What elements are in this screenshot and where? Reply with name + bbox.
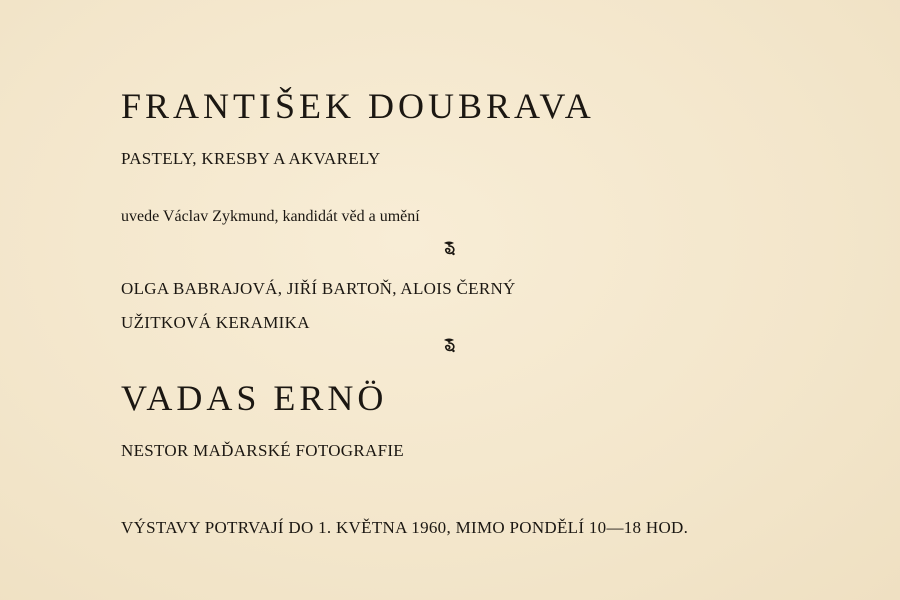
artist-name-vadas: VADAS ERNÖ bbox=[121, 378, 388, 418]
artist-name-doubrava: FRANTIŠEK DOUBRAVA bbox=[121, 86, 595, 126]
media-subtitle: PASTELY, KRESBY A AKVARELY bbox=[121, 149, 381, 168]
photography-subtitle: NESTOR MAĎARSKÉ FOTOGRAFIE bbox=[121, 441, 404, 460]
fleuron-icon bbox=[441, 337, 457, 353]
ceramic-artists: OLGA BABRAJOVÁ, JIŘÍ BARTOŇ, ALOIS ČERNÝ bbox=[121, 279, 516, 298]
introduction-line: uvede Václav Zykmund, kandidát věd a umění bbox=[121, 208, 420, 225]
fleuron-icon bbox=[441, 240, 457, 256]
ceramics-subtitle: UŽITKOVÁ KERAMIKA bbox=[121, 313, 310, 332]
exhibition-dates-footer: VÝSTAVY POTRVAJÍ DO 1. KVĚTNA 1960, MIMO PONDĚLÍ 10—18 HOD. bbox=[121, 518, 689, 537]
